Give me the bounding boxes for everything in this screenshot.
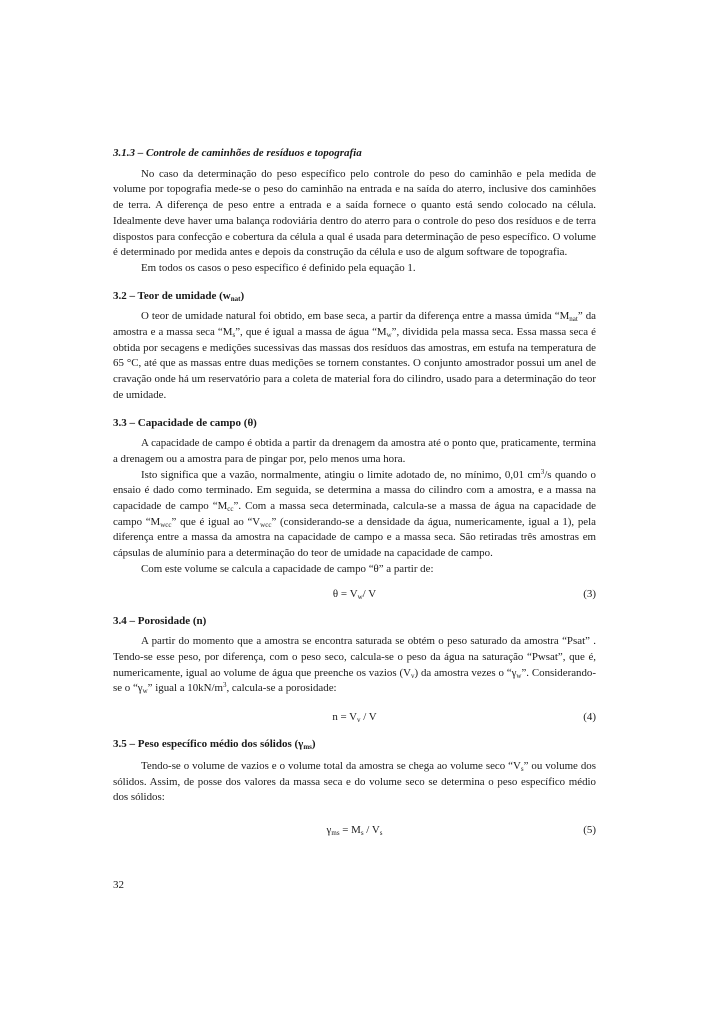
equation-4-number: (4) bbox=[583, 711, 596, 724]
equation-5 bbox=[113, 822, 596, 838]
equation-5-number: (5) bbox=[583, 823, 596, 836]
equation-3-number: (3) bbox=[583, 587, 596, 600]
paragraph-3-1-3-equation-ref: Em todos os casos o peso específico é definido pela equação 1. bbox=[141, 261, 416, 274]
paragraph-3-3-intro: A capacidade de campo é obtida a partir da drenagem da amostra até o ponto que, praticamente, termina a drenagem ou a amostra para de pingar por, pelo menos uma hora. bbox=[113, 437, 596, 465]
equation-4-formula: $n = V_v / V$ bbox=[332, 711, 377, 725]
equation-5-formula: $\gamma_{ms} = M_s / V_s$ bbox=[326, 823, 383, 837]
page-number: 32 bbox=[113, 879, 124, 891]
equation-3-formula: $\theta = V_w/$ V bbox=[332, 587, 377, 601]
equation-3 bbox=[113, 586, 596, 602]
paragraph-3-4-body: A partir do momento que a amostra se encontra saturada se obtém o peso saturado da amostra “Psat” . Tendo-se esse peso, por diferença, com o peso seco, calcula-se o peso da água na saturação “Pwsat”, que é, numericamente, igual ao volume de água que preenche os vazios $(V_v)$ da amostra vezes o “$\gamma_w$”. Considerando-se o “$\gamma_w$” igual a $10kN/m^3$, calcula-se a porosidade: bbox=[113, 635, 596, 696]
heading-3-1-3: 3.1.3 – Controle de caminhões de resíduos e topografia bbox=[113, 147, 362, 159]
heading-3-2: 3.2 – Teor de umidade $(w_{nat})$ bbox=[113, 289, 245, 303]
paragraph-3-5-body: Tendo-se o volume de vazios e o volume total da amostra se chega ao volume seco “$V_s$” ou volume dos sólidos. Assim, de posse dos valores da massa seca e do volume seco se determina o peso específico médio dos sólidos: bbox=[113, 759, 596, 804]
paragraph-3-2-body: O teor de umidade natural foi obtido, em base seca, a partir da diferença entre a massa úmida “$M_{nat}$” da amostra e a massa seca “$M_s$”, que é igual a massa de água “$M_w$”, dividida pela massa seca. Essa massa seca é obtida por secagens e medições sucessivas das massas dos resíduos das amostras, em estufa na temperatura de 65 °C, até que as massas entre duas medições se tornem constantes. O conjunto amostrador possui um anel de cravação onde há um reservatório para a coleta de material fora do cilindro, usado para a determinação do teor de umidade. bbox=[113, 310, 597, 401]
paragraph-3-3-procedure: Isto significa que a vazão, normalmente, atingiu o limite adotado de, no mínimo, 0,01 $cm^3/s$ quando o ensaio é dado como terminado. Em seguida, se determina a massa do cilindro com a amostra, e a massa na capacidade de campo “$M_{cc}$”. Com a massa seca determinada, calcula-se a massa de água na capacidade de campo “$M_{wcc}$” que é igual ao “$V_{wcc}$” (considerando-se a densidade da água, numericamente, igual a 1), pela diferença entre a massa da amostra na capacidade de campo e a massa seca. São retiradas três amostras em cápsulas de alumínio para a determinação do teor de umidade na capacidade de campo. bbox=[113, 467, 597, 560]
document-page bbox=[113, 146, 596, 838]
heading-3-3: 3.3 – Capacidade de campo (θ) bbox=[113, 416, 257, 429]
heading-3-5: 3.5 – Peso específico médio dos sólidos $(\gamma_{ms})$ bbox=[113, 738, 316, 752]
equation-4 bbox=[113, 709, 596, 725]
paragraph-3-1-3-body: No caso da determinação do peso específico pelo controle do peso do caminhão e pela medida de volume por topografia mede-se o peso do caminhão na entrada e na saída do aterro, inclusive dos caminhões de terra. A diferença de peso entre a entrada e a saída fornece o quanto está sendo colocado na célula. Idealmente deve haver uma balança rodoviária dentro do aterro para o controle do peso dos resíduos e de terra dispostos para confecção e cobertura da célula a qual é usada para determinação de peso específico. O volume é determinado por medida antes e depois da construção da célula e uso de algum software de topografia. bbox=[113, 167, 596, 259]
paragraph-3-3-lead-in: Com este volume se calcula a capacidade de campo “θ” a partir de: bbox=[141, 562, 434, 575]
heading-3-4: 3.4 – Porosidade (n) bbox=[113, 614, 207, 627]
